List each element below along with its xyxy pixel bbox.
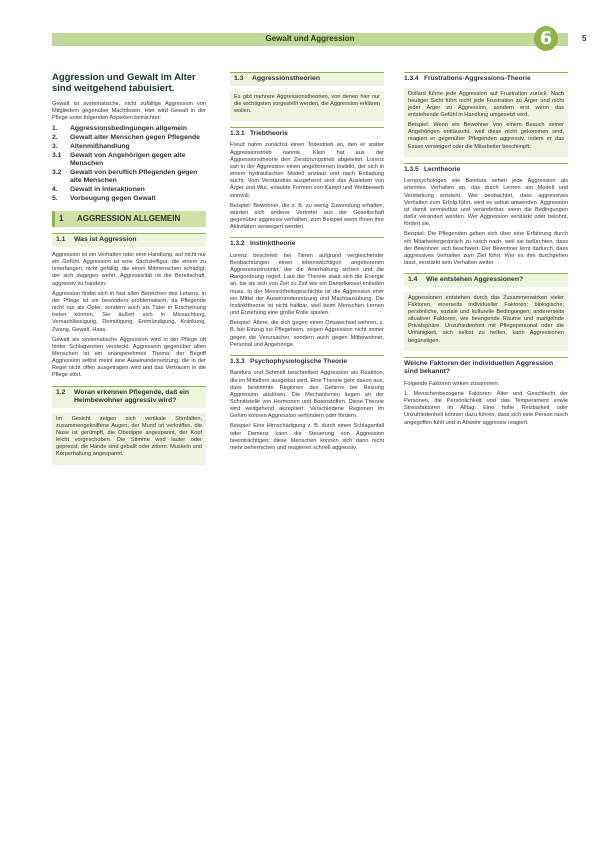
subsubsection-heading-1-3-5 [404,163,568,175]
subsection-title: Aggressionstheorien [252,75,320,82]
subsubsection-heading-1-3-2 [230,237,384,249]
body-paragraph: Aggression findet sich in fast allen Bereichen des Lebens, in der Pflege ist sie besonders problematisch, da Pflegende nicht nur als Opfer, sondern auch als Täter in Erscheinung treten können. Sie äußert sich in Missachtung, Vernachlässigung, Demütigung, Entmündigung, Kränkung, Zwang, Gewalt, Hass. [52,290,206,333]
subsection-heading-1-1 [52,233,206,247]
column-1 [52,72,206,470]
outline-num: 3. [52,143,58,151]
body-paragraph: Aggression ist ein Verhalten oder eine Handlung, auf nicht nur ein Gefühl. Aggression ist eine Sachzielfigur, die einem zu unterfangen, nicht gefällig, die einen Mitmenschen schädigt, der sich dagegen wehrt. Aggressivität ist die Bereitschaft, aggressiv zu handeln. [52,251,206,287]
outline-num: 5. [52,195,58,203]
body-paragraph: Freud nahm zunächst einen Todestrieb an, den er später Aggressionstrieb nannte. Klein hat aus der Aggressionstheorie den Zerstörungstrieb abgeleitet. Lorenz sah in der Aggression einen angeborenen Instinkt, der sich in einem hydraulischen Modell anstaut und nach Entladung sucht. Vom Verständnis ausgehend sind das Ausleben von Ärger und Wut, erlaubte Formen von Kampf und Wettbewerb sinnvoll. [230,142,384,199]
outline-item [52,125,206,133]
outline-label: Vorbeugung gegen Gewalt [70,195,156,203]
subsection-title: Woran erkennen Pflegende, daß ein Heimbewohner aggressiv wird? [74,388,190,405]
body-paragraph: Beispiel: Eine Hirnschädigung z. B. durch einen Schlaganfall oder Demenz kann die Steuerung von Aggression beeinträchtigen; diese Menschen können sich dann nicht mehr beherrschen und reagieren schnell aggressiv. [230,423,384,451]
subsection-heading-1-4 [404,273,568,287]
section-heading-1 [52,211,206,227]
outline-item [52,186,206,194]
subsection-title: Wie entstehen Aggressionen? [426,276,524,284]
outline-label: Aggressionsbedingungen allgemein [70,125,188,133]
subsubsection-title: Frustrations-Aggressions-Theorie [424,75,531,82]
shaded-box [52,413,206,465]
outline-item [52,134,206,142]
subsubsection-number: 1.3.3 [230,357,245,365]
body-paragraph: Beispiel: Ältere, die sich gegen einen Ortswechsel wehren, z. B. bei Einzug ins Pflegeheim, zeigen Aggression nicht immer gegen die Verursacher, sondern auch gegen Mitbewohner, Personal und Angehörige. [230,320,384,348]
outline-list [52,125,206,203]
subsubsection-heading-1-3-4 [404,72,568,84]
outline-item [52,195,206,203]
column-3 [404,72,568,430]
outline-num: 1. [52,125,58,133]
subsubsection-title: Lerntheorie [424,165,461,173]
outline-label: Gewalt alter Menschen gegen Pflegende [70,134,200,142]
subsection-heading-1-2 [52,386,206,408]
body-paragraph: Lorenz beschrieb bei Tieren aufgrund vergleichender Beobachtungen einen lebenswichtigen angeborenen Aggressionsinstinkt, der die Arterhaltung sichert und die Rangordnung regelt. Laut der Theorie staut sich die Energie an, bis sie sich von Zeit zu Zeit wie ein Dampfkessel entladen muss. In der Menschheitsgeschichte ist die Aggression eher ein Mittel der Auseinandersetzung und Machtausübung. Die Instinkttheorie ist nicht haltbar, weil beim Menschen Lernen und Erziehung eine große Rolle spielen. [230,252,384,317]
body-paragraph: Lernpsychologen wie Bandura sehen jede Aggression als erlerntes Verhalten an, das durch Lernen am Modell und Verstärkung entsteht. Wer beobachtet, dass aggressives Verhalten zum Erfolg führt, wird es selbst anwenden. Aggression ist damit vermeidbar und veränderbar, wenn die Bedingungen dafür verändert werden. Wer Aggression verstärkt oder belohnt, fördert sie. [404,178,568,228]
outline-num: 3.2 [52,169,62,177]
outline-label: Gewalt von Angehörigen gegen alte Menschen [70,152,186,168]
running-header-title: Gewalt und Aggression [265,34,355,43]
outline-num: 3.1 [52,152,62,160]
running-header [52,33,568,46]
intro-title: Aggression und Gewalt im Alter sind weitgehend tabuisiert. [52,72,196,94]
outline-num: 2. [52,134,58,142]
subsection-number: 1.1 [56,236,66,244]
subsubsection-title: Psychophysiologische Theorie [250,357,348,365]
outline-label: Gewalt in Interaktionen [70,186,145,194]
shaded-text: Beispiel: Wenn ein Bewohner von einem Besuch seiner Angehörigen enttäuscht, weil diese nicht gekommen sind, reagiert er gegenüber Pflegenden aggressiv, indem er das Essen verweigert oder die Mitarbeiter beschimpft. [408,122,564,150]
shaded-text: Im Gesicht zeigen sich vertikale Stirnfalten, zusammengekniffene Augen, der Mund ist verkniffen, die Nase ist gerümpft, die Oberlippe angespannt, der Kopf leicht vorgeschoben. Die Stimme wird lauter oder gepresst, die Hände sind geballt oder zittern. Muskeln und Körperhaltung angespannt. [56,415,202,458]
subsubsection-heading-1-3-3 [230,355,384,367]
page-number: 5 [582,34,587,43]
shaded-box [230,91,384,121]
subsection-number: 1.2 [56,388,66,396]
shaded-text: Aggressionen entstehen durch das Zusammenwirken vieler Faktoren, einerseits individueller Faktoren: biologische, persönliche, soziale und kulturelle Bedingungen; andererseits situativer Faktoren, wie beengende Räume und mangelnde Privatsphäre. Unzufriedenheit mit Pflegepersonal oder die Unfähigkeit, sich selbst zu helfen, kann Aggressionen begünstigen. [408,294,564,344]
subsubsection-number: 1.3.5 [404,165,419,173]
subsection-heading-1-3 [230,72,384,86]
subsubsection-number: 1.3.1 [230,129,245,137]
subsection-number: 1.3 [234,75,244,82]
section-title: AGGRESSION ALLGEMEIN [77,214,181,224]
outline-label: Altenmißhandlung [70,143,130,151]
subsubsection-heading-1-3-1 [230,127,384,139]
subsubsection-number: 1.3.2 [230,240,245,248]
intro-paragraph: Gewalt ist systematische, nicht zufällige Aggression von Mitgliedern gegenüber Machtlosen. Hier wird Gewalt in der Pflege unter folgenden Aspekten betrachtet: [52,101,206,122]
section-number: 1 [59,214,64,224]
subsection-number: 1.4 [408,276,418,284]
body-paragraph: Beispiel: Die Pflegenden geben sich über eine Erfahrung durch ein Mitarbeitergespräch zu rasch nach, weil sie befürchten, dass der Bewohner sich beschwert. Der Bewohner lernt dadurch, dass aggressives Verhalten zum Ziel führt. Wer es ihm durchgehen lässt, verstärkt sein Verhalten weiter. [404,231,568,266]
shaded-text: Es gibt mehrere Aggressionstheorien, von denen hier nur die wichtigsten vorgestellt werden, die Aggression erklären wollen. [234,93,380,114]
body-paragraph: Gewalt als systematische Aggression wird in der Pflege oft hinter Schlagworten versteckt. Aggression gegenüber alten Menschen ist ein unangenehmes Thema; der Begriff Aggression selbst meint eine Auseinandersetzung, die in der Regel nicht offen ausgetragen wird und das Vertrauen in die Pflege stört. [52,336,206,379]
shaded-box [404,88,568,157]
chapter-badge: 6 [534,26,558,51]
body-paragraph: Beispiel: Bewohner, die z. B. zu wenig Zuwendung erhalten, würden sich anderer Vertreter aus der Gesellschaft gegenüber aggressiv verhalten, zum Beispiel wenn ihnen ihre Aktivitäten verweigert werden. [230,202,384,231]
outline-num: 4. [52,186,58,194]
body-paragraph: 1. Menschenbezogene Faktoren: Alter und Geschlecht der Personen, die Persönlichkeit und das Temperament sowie Stressfaktoren im Alltag. Eine hohe Reizbarkeit oder Unzufriedenheit können dazu führen, dass sich eine Person rasch angegriffen fühlt und in Abwehr aggressiv reagiert. [404,390,568,426]
subsubsection-title: Instinkttheorie [250,240,296,248]
question-heading: Welche Faktoren der individuellen Aggression sind bekannt? [404,357,568,377]
body-paragraph: Folgende Faktoren wirken zusammen: [404,380,500,387]
shaded-box [404,292,568,351]
subsubsection-title: Triebtheorie [250,129,288,137]
subsubsection-number: 1.3.4 [404,75,419,82]
body-paragraph: Bandura und Schmidt beschreiben Aggression als Reaktion, die im Mittelhirn ausgelöst wird. Eine Theorie geht davon aus, dass bestimmte Regionen des Gehirns bei Reizung Aggression auslösen. Die Mechanismen liegen an der Schnittstelle von Hormonen und Botenstoffen. Diese Theorie wird weitgehend akzeptiert. Verschiedene Regionen im Gehirn können Aggression verhindern oder fördern. [230,370,384,420]
outline-item [52,169,206,185]
outline-item [52,152,206,168]
outline-item [52,143,206,151]
outline-label: Gewalt von beruflich Pflegenden gegen alte Menschen [70,169,198,185]
subsection-title: Was ist Aggression [74,236,137,244]
column-2 [230,72,384,455]
shaded-text: Dollard führte jede Aggression auf Frustration zurück. Nach heutiger Sicht führt nicht jede Frustration zu Ärger und nicht jeder Ärger zu Aggression, sondern erst wenn das entstehende Gefühl in Handlung umgesetzt wird. [408,90,564,118]
